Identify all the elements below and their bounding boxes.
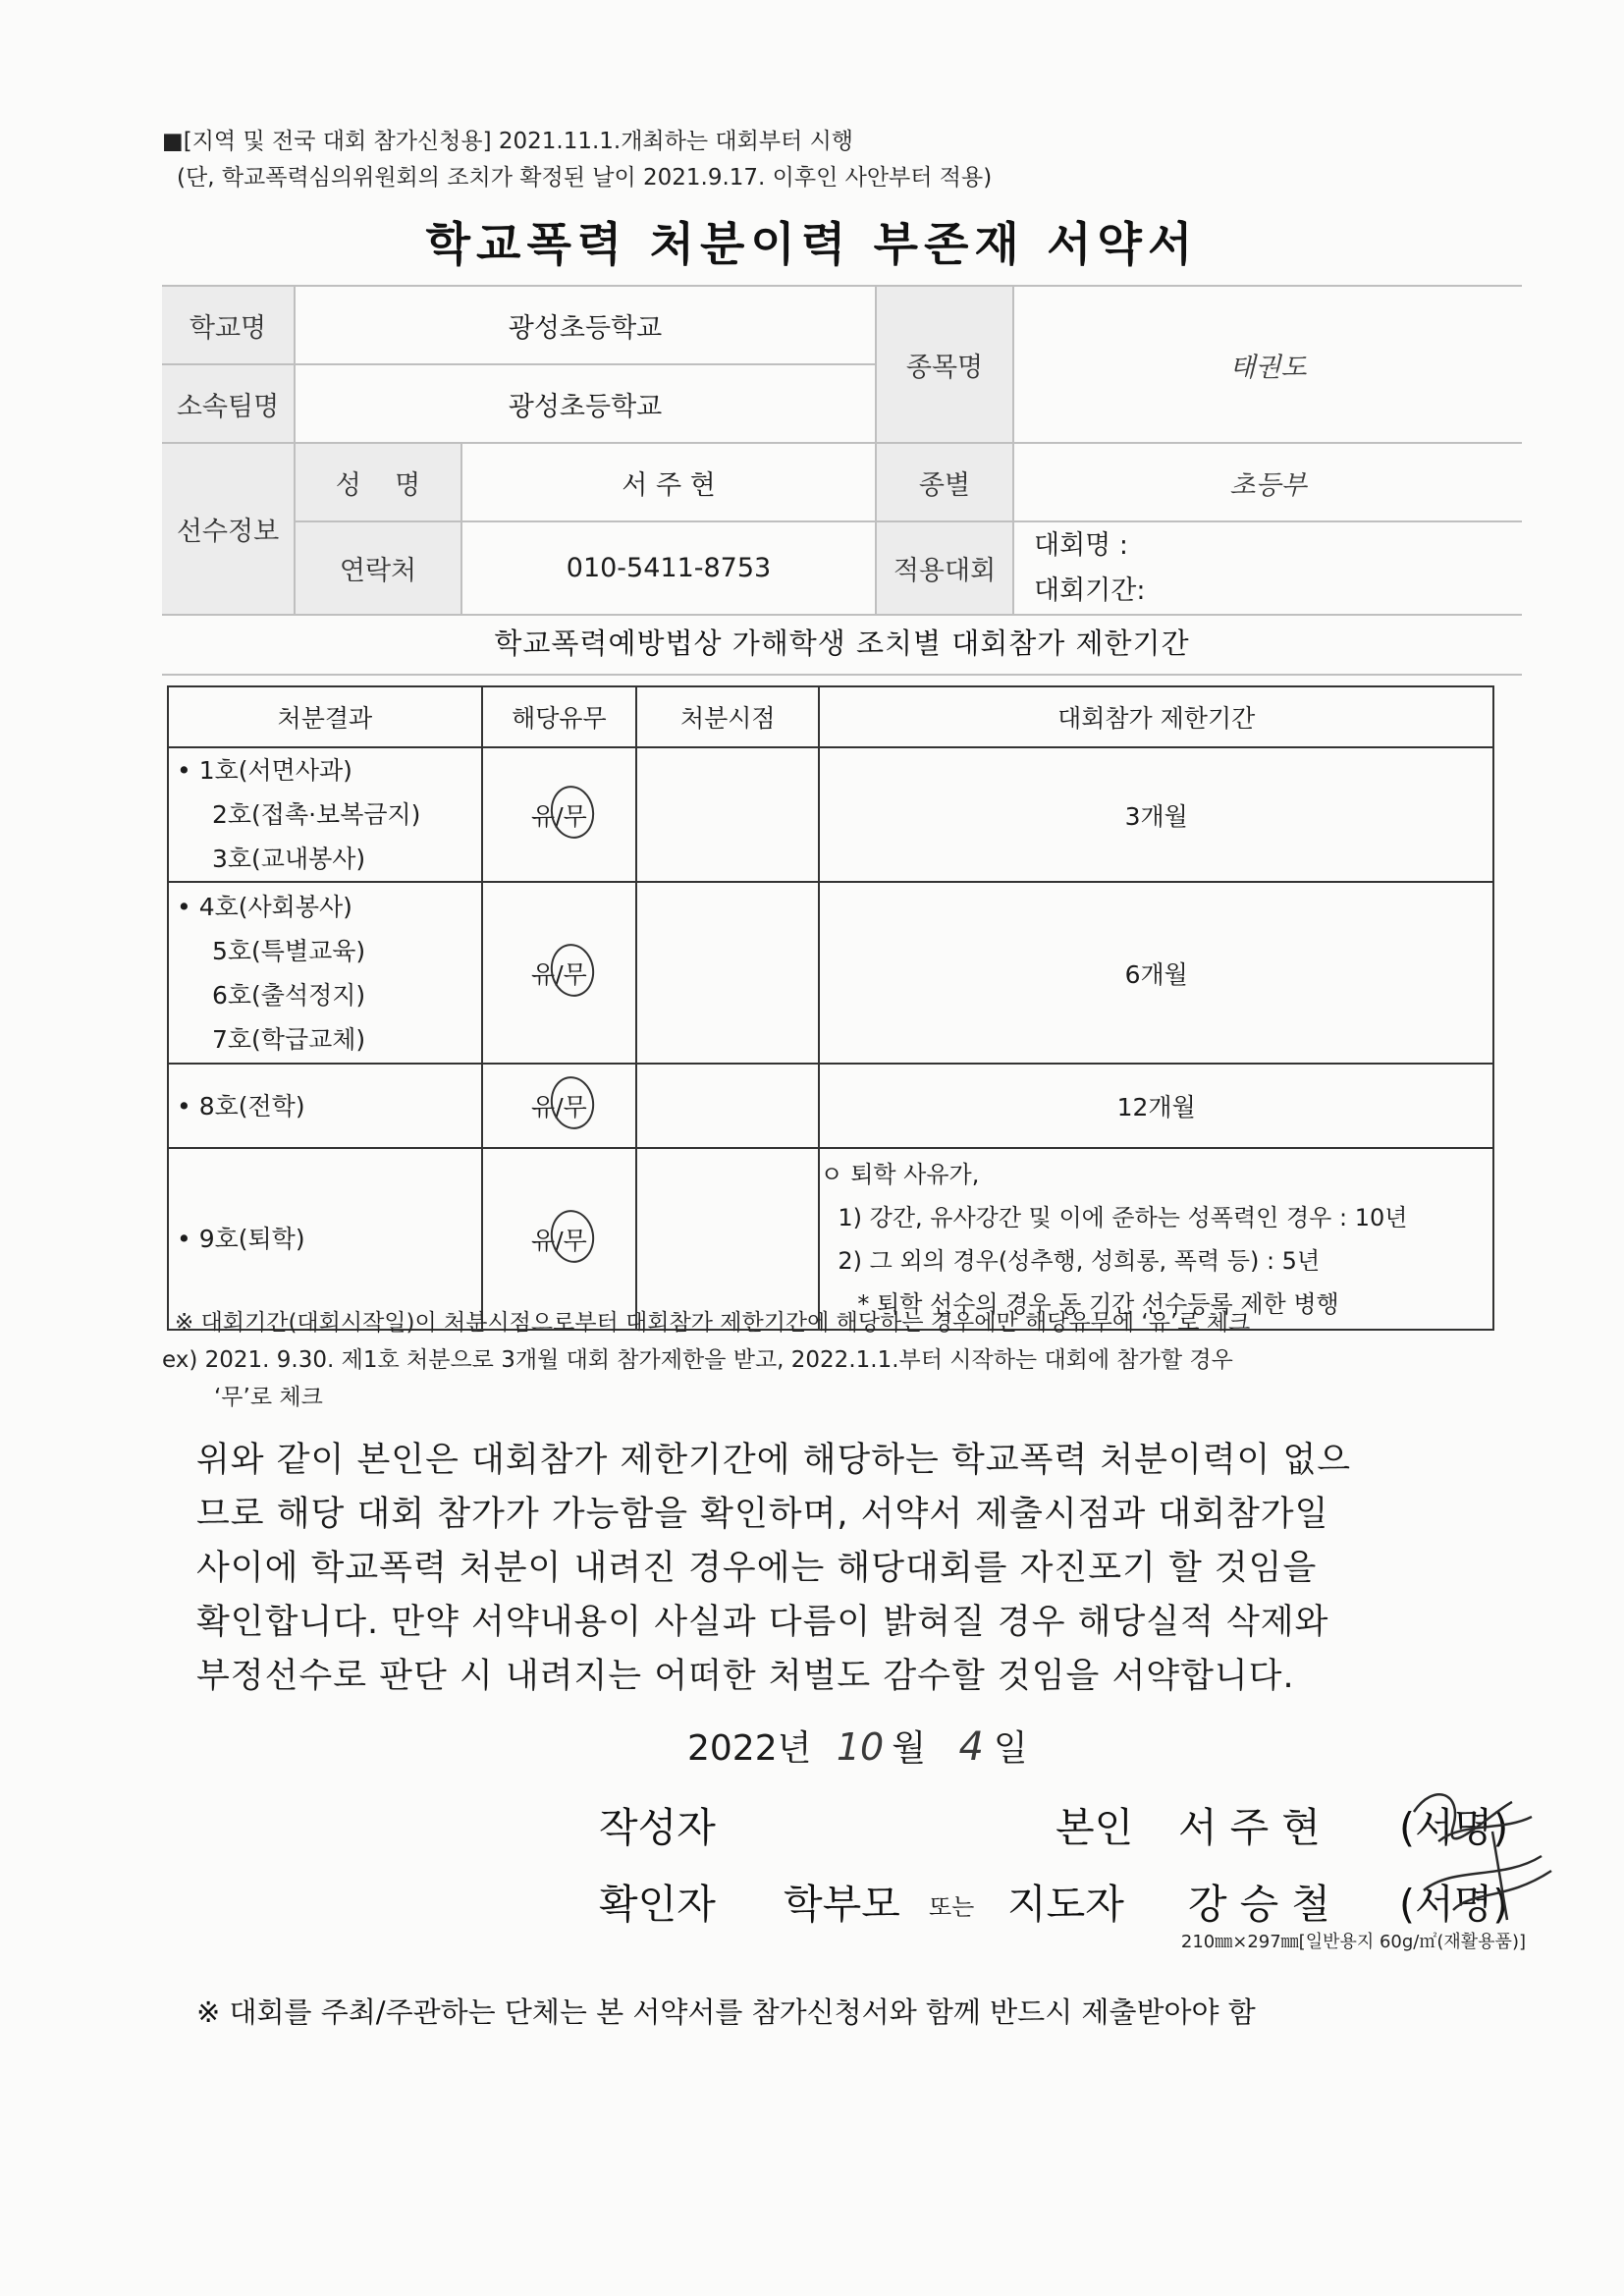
player-info-label: 선수정보 — [162, 443, 295, 615]
yes-no-label: 유/무 — [531, 1093, 587, 1121]
header-applicable: 해당유무 — [482, 686, 636, 747]
sanction-section-title: 학교폭력예방법상 가해학생 조치별 대회참가 제한기간 — [494, 627, 1190, 660]
sanction-date-cell — [636, 747, 819, 882]
applicable-cell — [482, 747, 636, 882]
sanction-table — [167, 685, 1494, 1331]
date-year: 2022 — [687, 1728, 778, 1769]
applicable-cell — [482, 1148, 636, 1330]
self-name: 서 주 현 — [1178, 1804, 1321, 1851]
divider — [162, 674, 1522, 676]
school-label: 학교명 — [162, 286, 295, 364]
notice-line-2: (단, 학교폭력심의위원회의 조치가 확정된 날이 2021.9.17. 이후인 사안부터 적용) — [177, 165, 993, 191]
pledge-line: 확인합니다. 만약 서약내용이 사실과 다름이 밝혀질 경우 해당실적 삭제와 — [196, 1603, 1329, 1642]
contact-label: 연락처 — [295, 521, 461, 615]
writer-label: 작성자 — [599, 1804, 716, 1851]
handwritten-signature — [1394, 1773, 1561, 1949]
parent-label: 학부모 — [784, 1881, 900, 1928]
table-row — [168, 1148, 1493, 1330]
expulsion-period-cell — [819, 1148, 1493, 1330]
competition-period-label: 대회기간: — [1034, 574, 1146, 606]
coach-label: 지도자 — [1007, 1881, 1124, 1928]
footnote-2: ex) 2021. 9.30. 제1호 처분으로 3개월 대회 참가제한을 받고, 2022.1.1.부터 시작하는 대회에 참가할 경우 — [162, 1347, 1233, 1373]
document-title: 학교폭력 처분이력 부존재 서약서 — [425, 218, 1199, 272]
yes-no-label: 유/무 — [531, 1226, 587, 1255]
list-item: 7호(학급교체) — [212, 1024, 366, 1054]
date-day-suffix: 일 — [993, 1728, 1028, 1769]
yes-no-label: 유/무 — [531, 801, 587, 831]
expulsion-line: ㅇ 퇴학 사유가, — [820, 1160, 980, 1188]
or-label: 또는 — [929, 1893, 975, 1921]
name-label: 성 명 — [295, 443, 461, 521]
period-cell: 12개월 — [819, 1064, 1493, 1148]
list-item: • 8호(전학) — [177, 1091, 305, 1121]
table-row — [168, 747, 1493, 882]
table-row — [168, 882, 1493, 1064]
yes-no-label: 유/무 — [531, 959, 587, 989]
competition-name-label: 대회명 : — [1034, 529, 1128, 561]
event-label: 종목명 — [876, 286, 1013, 443]
signature-placeholder-2: (서명) — [1399, 1881, 1509, 1928]
date-month: 10 — [836, 1725, 885, 1769]
sanction-date-cell — [636, 1064, 819, 1148]
list-item: • 1호(서면사과) — [177, 756, 352, 785]
no-circle-mark — [547, 1206, 599, 1266]
pledge-line: 므로 해당 대회 참가가 가능함을 확인하며, 서약서 제출시점과 대회참가일 — [196, 1495, 1329, 1534]
result-cell — [168, 747, 482, 882]
coach-name: 강 승 철 — [1188, 1881, 1330, 1928]
result-cell — [168, 1148, 482, 1330]
pledge-date — [687, 1721, 1028, 1771]
self-label: 본인 — [1056, 1804, 1134, 1851]
list-item: 3호(교내봉사) — [212, 845, 366, 873]
no-circle-mark — [547, 1073, 599, 1133]
pledge-line: 부정선수로 판단 시 내려지는 어떠한 처벌도 감수할 것임을 서약합니다. — [196, 1657, 1295, 1696]
applied-competition-label: 적용대회 — [876, 521, 1013, 615]
team-value: 광성초등학교 — [295, 364, 876, 443]
list-item: 2호(접촉·보복금지) — [212, 800, 421, 829]
date-day: 4 — [958, 1724, 984, 1770]
event-value: 태권도 — [1013, 286, 1522, 443]
confirmer-label: 확인자 — [599, 1881, 716, 1928]
footnote-3: ‘무’로 체크 — [214, 1385, 323, 1410]
name-value: 서 주 현 — [461, 443, 876, 521]
result-cell — [168, 1064, 482, 1148]
header-result: 처분결과 — [168, 686, 482, 747]
team-label: 소속팀명 — [162, 364, 295, 443]
notice-line-1: ■[지역 및 전국 대회 참가신청용] 2021.11.1.개최하는 대회부터 시행 — [162, 129, 854, 154]
list-item: • 9호(퇴학) — [177, 1225, 305, 1253]
list-item: 6호(출석정지) — [212, 980, 366, 1010]
period-cell: 6개월 — [819, 882, 1493, 1064]
table-row — [168, 1064, 1493, 1148]
expulsion-line: * 퇴학 선수의 경우 동 기간 선수등록 제한 병행 — [857, 1289, 1339, 1318]
final-note: ※ 대회를 주최/주관하는 단체는 본 서약서를 참가신청서와 함께 반드시 제출받아야 함 — [196, 1995, 1256, 2029]
pledge-text — [196, 1434, 1542, 1704]
header-restriction-period: 대회참가 제한기간 — [819, 686, 1493, 747]
expulsion-line: 2) 그 외의 경우(성추행, 성희롱, 폭력 등) : 5년 — [838, 1246, 1321, 1275]
applicable-cell — [482, 882, 636, 1064]
no-circle-mark — [547, 782, 599, 842]
pledge-line: 위와 같이 본인은 대회참가 제한기간에 해당하는 학교폭력 처분이력이 없으 — [196, 1441, 1352, 1480]
expulsion-line: 1) 강간, 유사강간 및 이에 준하는 성폭력인 경우 : 10년 — [838, 1203, 1408, 1231]
applicable-cell — [482, 1064, 636, 1148]
date-year-suffix: 년 — [777, 1728, 812, 1769]
pledge-line: 사이에 학교폭력 처분이 내려진 경우에는 해당대회를 자진포기 할 것임을 — [196, 1549, 1318, 1588]
footnote-1: ※ 대회기간(대회시작일)이 처분시점으로부터 대회참가 제한기간에 해당하는 경우에만 해당유무에 ‘유’로 체크 — [175, 1310, 1251, 1336]
competition-details — [1013, 521, 1522, 615]
signature-placeholder: (서명) — [1399, 1804, 1509, 1851]
paper-spec: 210㎜×297㎜[일반용지 60g/㎡(재활용품)] — [1180, 1932, 1526, 1952]
date-month-suffix: 월 — [892, 1728, 926, 1769]
header-sanction-date: 처분시점 — [636, 686, 819, 747]
gender-value: 초등부 — [1013, 443, 1522, 521]
player-info-table — [162, 285, 1522, 616]
contact-value: 010-5411-8753 — [461, 521, 876, 615]
school-value: 광성초등학교 — [295, 286, 876, 364]
result-cell — [168, 882, 482, 1064]
sanction-date-cell — [636, 1148, 819, 1330]
gender-label: 종별 — [876, 443, 1013, 521]
no-circle-mark — [547, 940, 599, 1000]
list-item: 5호(특별교육) — [212, 936, 366, 965]
list-item: • 4호(사회봉사) — [177, 892, 352, 921]
period-cell: 3개월 — [819, 747, 1493, 882]
sanction-date-cell — [636, 882, 819, 1064]
